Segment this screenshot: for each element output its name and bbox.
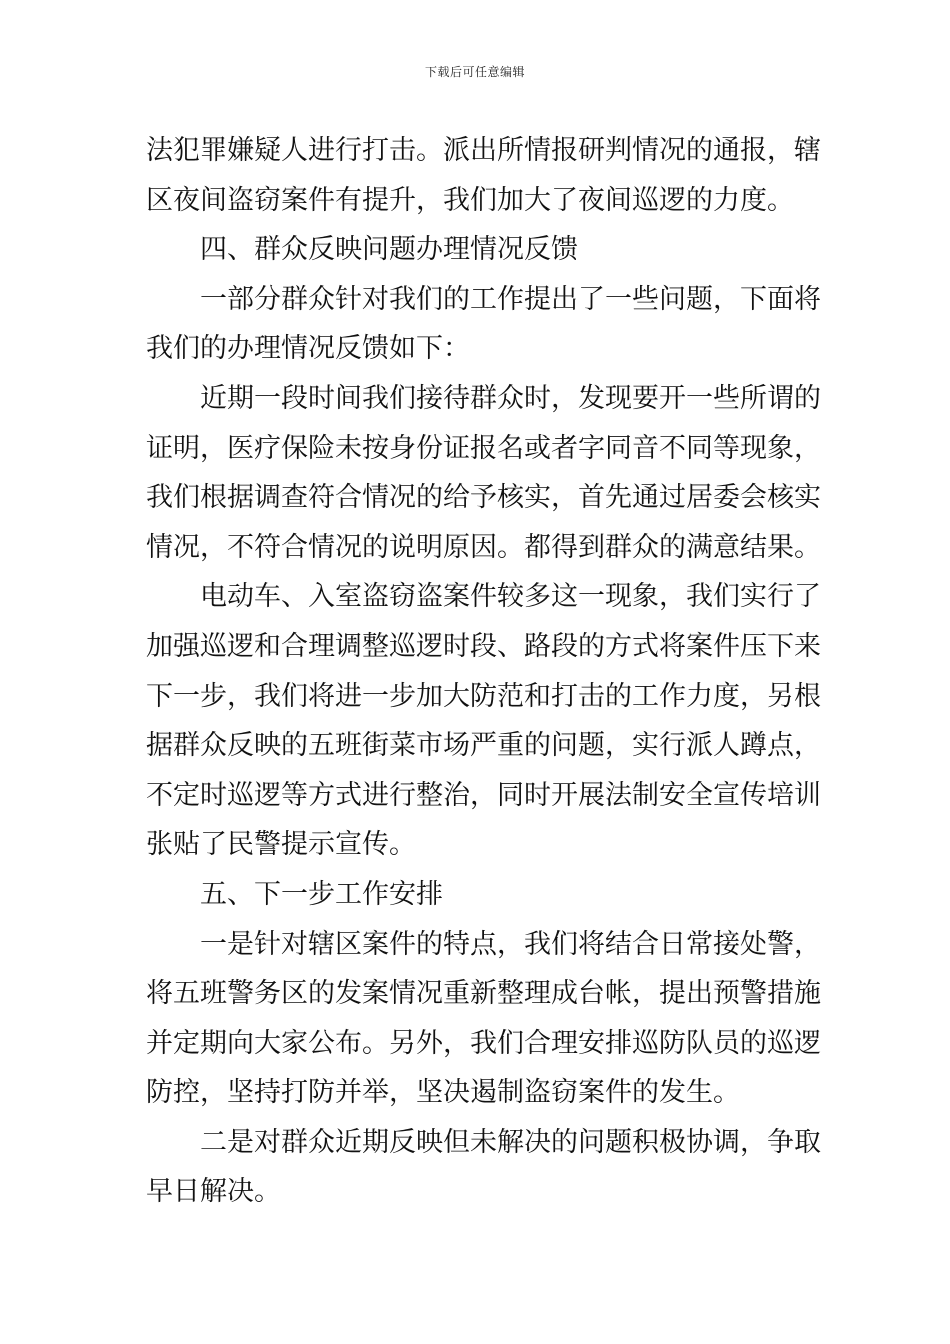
text-line: 我们的办理情况反馈如下： [146, 333, 470, 365]
text-line: 将五班警务区的发案情况重新整理成台帐，提出预警措施 [146, 978, 821, 1010]
text-line: 区夜间盗窃案件有提升，我们加大了夜间巡逻的力度。 [146, 184, 794, 216]
text-line: 证明，医疗保险未按身份证报名或者字同音不同等现象， [146, 432, 821, 464]
text-line: 法犯罪嫌疑人进行打击。派出所情报研判情况的通报，辖 [146, 135, 821, 166]
text-line: 情况，不符合情况的说明原因。都得到群众的满意结果。 [146, 531, 821, 563]
section-heading: 四、群众反映问题办理情况反馈 [200, 234, 578, 266]
paragraph-first-line: 一是针对辖区案件的特点，我们将结合日常接处警， [200, 928, 821, 960]
paragraph-first-line: 一部分群众针对我们的工作提出了一些问题，下面将 [200, 283, 821, 315]
paragraph-first-line: 近期一段时间我们接待群众时，发现要开一些所谓的 [200, 382, 821, 414]
text-line: 我们根据调查符合情况的给予核实，首先通过居委会核实 [146, 482, 821, 514]
page-header: 下载后可任意编辑 [424, 65, 525, 79]
text-line: 早日解决。 [146, 1176, 281, 1208]
section-heading: 五、下一步工作安排 [200, 878, 443, 910]
paragraph-first-line: 二是对群众近期反映但未解决的问题积极协调，争取 [200, 1126, 821, 1158]
document-body [146, 126, 821, 1217]
text-line: 据群众反映的五班街菜市场严重的问题，实行派人蹲点， [146, 730, 821, 762]
text-line: 张贴了民警提示宣传。 [146, 829, 416, 861]
text-line: 并定期向大家公布。另外，我们合理安排巡防队员的巡逻 [146, 1027, 821, 1059]
text-line: 防控，坚持打防并举，坚决遏制盗窃案件的发生。 [146, 1077, 740, 1109]
text-line: 下一步，我们将进一步加大防范和打击的工作力度，另根 [146, 680, 821, 712]
text-line: 不定时巡逻等方式进行整治，同时开展法制安全宣传培训 [146, 779, 821, 811]
paragraph-first-line: 电动车、入室盗窃盗案件较多这一现象，我们实行了 [200, 581, 821, 613]
text-line: 加强巡逻和合理调整巡逻时段、路段的方式将案件压下来 [146, 630, 821, 662]
